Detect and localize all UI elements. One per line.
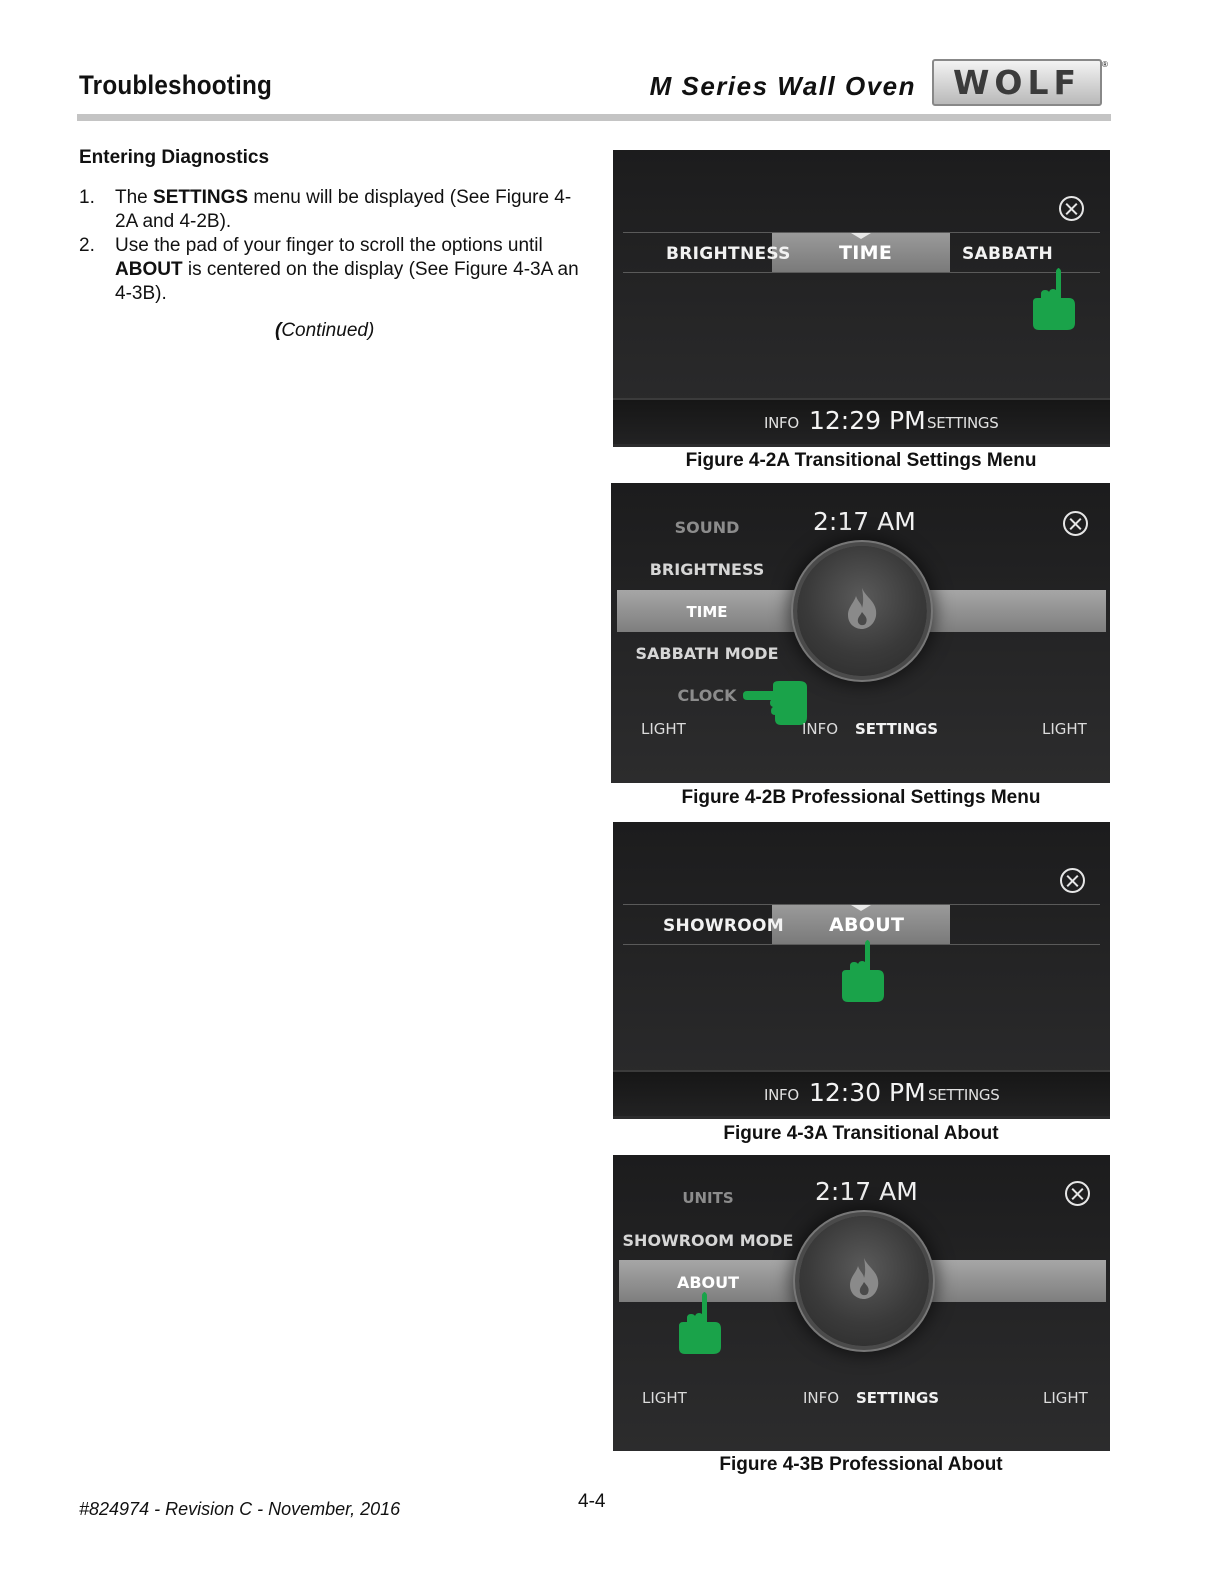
tab-time[interactable]: TIME bbox=[839, 242, 893, 264]
continued-note: (Continued) bbox=[275, 320, 375, 341]
close-icon[interactable] bbox=[1059, 196, 1084, 221]
control-dial[interactable] bbox=[797, 546, 927, 676]
clock-time: 2:17 AM bbox=[813, 507, 916, 536]
step-item bbox=[79, 186, 579, 234]
light-left-button[interactable]: LIGHT bbox=[642, 1389, 687, 1407]
step-text: The SETTINGS menu will be displayed (See Figure 4-2A and 4-2B). bbox=[115, 187, 572, 232]
info-button[interactable]: INFO bbox=[764, 1086, 799, 1104]
pointing-hand-icon bbox=[741, 681, 809, 725]
settings-button[interactable]: SETTINGS bbox=[927, 414, 999, 432]
info-button[interactable]: INFO bbox=[803, 1389, 840, 1407]
document-revision: #824974 - Revision C - November, 2016 bbox=[79, 1499, 401, 1519]
model-title: M Series Wall Oven bbox=[649, 71, 916, 101]
tab-sabbath[interactable]: SABBATH bbox=[962, 244, 1054, 264]
info-button[interactable]: INFO bbox=[802, 720, 839, 738]
screen-professional-about bbox=[613, 1155, 1110, 1451]
status-bar bbox=[613, 398, 1110, 444]
screen-transitional-about bbox=[613, 822, 1110, 1119]
flame-icon bbox=[846, 1256, 882, 1300]
close-icon[interactable] bbox=[1065, 1181, 1090, 1206]
clock-time: 12:29 PM bbox=[809, 406, 926, 435]
diagnostics-heading: Entering Diagnostics bbox=[79, 147, 270, 168]
settings-button[interactable]: SETTINGS bbox=[855, 720, 939, 738]
screen-transitional-settings bbox=[613, 150, 1110, 447]
light-right-button[interactable]: LIGHT bbox=[1042, 720, 1087, 738]
tab-brightness[interactable]: BRIGHTNESS bbox=[666, 244, 791, 264]
close-icon[interactable] bbox=[1060, 868, 1085, 893]
menu-item-about[interactable]: ABOUT bbox=[676, 1273, 740, 1292]
clock-time: 12:30 PM bbox=[809, 1078, 926, 1107]
tab-divider bbox=[623, 272, 1100, 273]
tab-about[interactable]: ABOUT bbox=[829, 914, 905, 936]
menu-item-clock[interactable]: CLOCK bbox=[677, 686, 737, 705]
step-number: 1. bbox=[79, 187, 95, 208]
menu-item-units[interactable]: UNITS bbox=[682, 1189, 734, 1207]
step-number: 2. bbox=[79, 235, 95, 256]
light-left-button[interactable]: LIGHT bbox=[641, 720, 686, 738]
logo-text: WOLF bbox=[952, 63, 1082, 102]
step-item bbox=[79, 234, 579, 306]
screen-professional-settings bbox=[611, 483, 1110, 783]
menu-item-sound[interactable]: SOUND bbox=[674, 518, 740, 537]
settings-button[interactable]: SETTINGS bbox=[928, 1086, 1000, 1104]
control-dial[interactable] bbox=[799, 1216, 929, 1346]
step-text: Use the pad of your finger to scroll the options until ABOUT is centered on the display (See Figure 4-3A an 4-3B). bbox=[115, 235, 579, 304]
menu-item-brightness[interactable]: BRIGHTNESS bbox=[649, 560, 765, 579]
section-title: Troubleshooting bbox=[79, 70, 273, 100]
menu-item-sabbath-mode[interactable]: SABBATH MODE bbox=[635, 644, 779, 663]
header-rule bbox=[77, 114, 1111, 121]
pointing-hand-icon bbox=[840, 938, 886, 1004]
menu-item-time[interactable]: TIME bbox=[686, 603, 728, 621]
flame-icon bbox=[844, 586, 880, 630]
tab-pointer bbox=[851, 905, 871, 911]
light-right-button[interactable]: LIGHT bbox=[1043, 1389, 1088, 1407]
tab-showroom[interactable]: SHOWROOM bbox=[663, 916, 784, 936]
menu-item-showroom-mode[interactable]: SHOWROOM MODE bbox=[622, 1231, 794, 1250]
clock-time: 2:17 AM bbox=[815, 1177, 918, 1206]
figure-caption: Figure 4-3B Professional About bbox=[719, 1454, 1003, 1475]
figure-caption: Figure 4-3A Transitional About bbox=[723, 1123, 999, 1144]
pointing-hand-icon bbox=[1031, 266, 1077, 332]
status-bar bbox=[613, 1070, 1110, 1116]
figure-caption: Figure 4-2B Professional Settings Menu bbox=[681, 787, 1041, 808]
pointing-hand-icon bbox=[677, 1290, 723, 1356]
close-icon[interactable] bbox=[1063, 511, 1088, 536]
steps-list bbox=[79, 186, 579, 306]
figure-caption: Figure 4-2A Transitional Settings Menu bbox=[685, 450, 1037, 471]
tab-pointer bbox=[851, 233, 871, 239]
page-number: 4-4 bbox=[578, 1491, 606, 1512]
registered-mark: ® bbox=[1102, 60, 1108, 69]
info-button[interactable]: INFO bbox=[764, 414, 799, 432]
settings-button[interactable]: SETTINGS bbox=[856, 1389, 940, 1407]
wolf-logo bbox=[932, 59, 1102, 106]
